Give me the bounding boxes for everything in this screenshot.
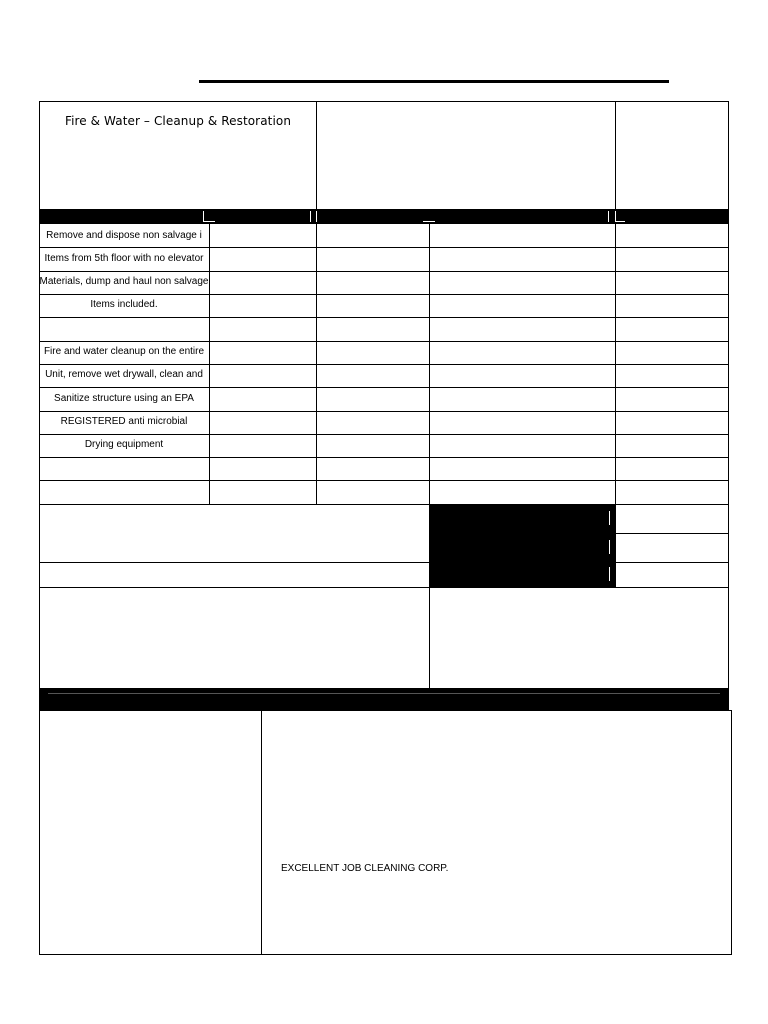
totals-label-block	[429, 504, 616, 588]
row-line	[39, 294, 729, 295]
totals-tick	[609, 511, 610, 525]
line-item-description: REGISTERED anti microbial	[60, 416, 188, 427]
company-title: Fire & Water – Cleanup & Restoration	[64, 114, 292, 128]
row-line	[39, 434, 729, 435]
row-line	[39, 387, 729, 388]
footer-company-name: EXCELLENT JOB CLEANING CORP.	[281, 863, 449, 874]
line-item-description: Items from 5th floor with no elevator	[44, 253, 204, 264]
header-bar-tick	[310, 211, 311, 222]
header-divider-2	[615, 101, 616, 210]
totals-value-line	[616, 562, 729, 563]
signature-header-bar-line	[48, 693, 720, 694]
row-line	[39, 247, 729, 248]
line-item-description: Items included.	[90, 299, 158, 310]
header-divider-1	[316, 101, 317, 210]
signature-divider	[261, 710, 262, 955]
title-rule	[199, 80, 669, 83]
line-item-description: Sanitize structure using an EPA	[54, 393, 194, 404]
header-bar-tick	[615, 221, 625, 222]
totals-left-line	[39, 562, 429, 563]
row-line	[39, 411, 729, 412]
signature-header-bar	[39, 688, 729, 710]
header-bar-tick	[423, 221, 435, 222]
totals-value-line	[616, 533, 729, 534]
header-bar-tick	[316, 211, 317, 222]
row-line	[39, 364, 729, 365]
totals-tick	[609, 567, 610, 581]
line-item-description: Remove and dispose non salvage i	[46, 230, 202, 241]
row-line	[39, 457, 729, 458]
line-item-description: Drying equipment	[84, 439, 164, 450]
row-line	[39, 480, 729, 481]
header-bar-tick	[203, 221, 215, 222]
totals-section	[39, 504, 729, 588]
row-line	[39, 271, 729, 272]
row-line	[39, 341, 729, 342]
notes-divider	[429, 587, 430, 688]
line-item-description: Unit, remove wet drywall, clean and	[45, 369, 203, 380]
table-header-bar	[39, 209, 729, 224]
notes-section	[39, 587, 729, 688]
line-item-description: Fire and water cleanup on the entire	[43, 346, 205, 357]
signature-section	[39, 710, 732, 955]
row-line	[39, 317, 729, 318]
line-item-description: Materials, dump and haul non salvage	[39, 276, 209, 287]
header-bar-tick	[608, 211, 609, 222]
totals-tick	[609, 540, 610, 554]
